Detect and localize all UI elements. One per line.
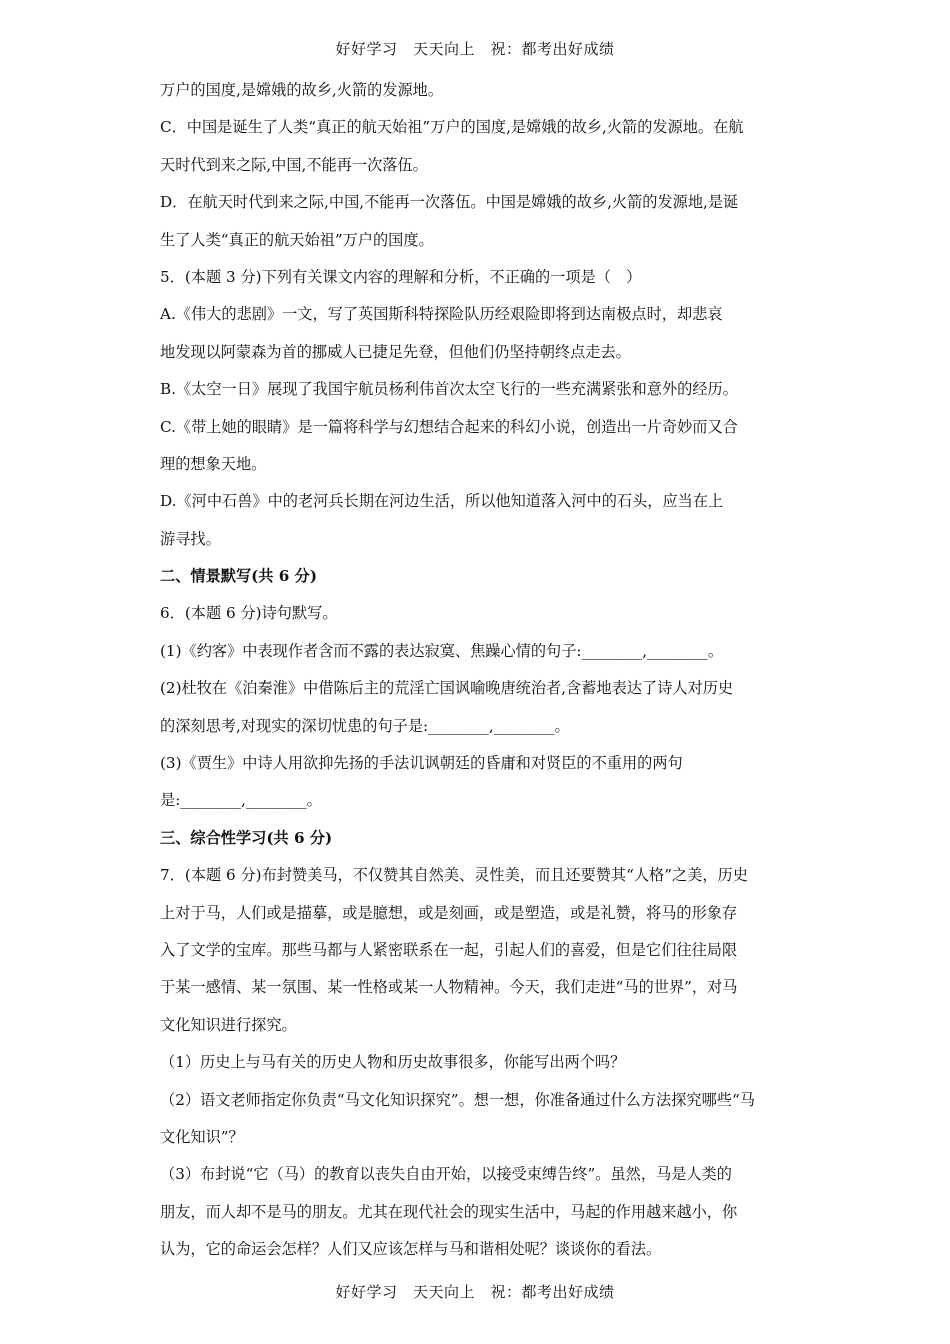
question-6-part-3: (3)《贾生》中诗人用欲抑先扬的手法讥讽朝廷的昏庸和对贤臣的不重用的两句: [160, 754, 683, 773]
page-header: 好好学习 天天向上 祝：都考出好成绩: [335, 40, 615, 58]
text-line: 地发现以阿蒙森为首的挪威人已捷足先登，但他们仍坚持朝终点走去。: [160, 342, 631, 361]
text-line: 游寻找。: [160, 529, 221, 548]
question-7-sub-3: （3）布封说“它（马）的教育以丧失自由开始，以接受束缚告终”。虽然，马是人类的: [160, 1165, 732, 1184]
text-line: 朋友，而人却不是马的朋友。尤其在现代社会的现实生活中，马起的作用越来越小，你: [160, 1202, 738, 1221]
text-line: 入了文学的宝库。那些马都与人紧密联系在一起，引起人们的喜爱，但是它们往往局限: [160, 940, 738, 959]
question-5-option-b: B.《太空一日》展现了我国宇航员杨利伟首次太空飞行的一些充满紧张和意外的经历。: [160, 380, 738, 399]
question-7-sub-1: （1）历史上与马有关的历史人物和历史故事很多，你能写出两个吗？: [160, 1053, 626, 1072]
question-5-option-d: D.《河中石兽》中的老河兵长期在河边生活，所以他知道落入河中的石头，应当在上: [160, 492, 724, 511]
section-heading-2: 二、情景默写(共 6 分): [160, 567, 318, 586]
text-line: 万户的国度,是嫦娥的故乡,火箭的发源地。: [160, 81, 444, 99]
section-heading-3: 三、综合性学习(共 6 分): [160, 828, 333, 847]
question-6-stem: 6．(本题 6 分)诗句默写。: [160, 604, 338, 623]
question-5-option-c: C.《带上她的眼睛》是一篇将科学与幻想结合起来的科幻小说，创造出一片奇妙而又合: [160, 417, 738, 436]
text-line: 天时代到来之际,中国,不能再一次落伍。: [160, 155, 428, 174]
question-6-part-1: (1)《约客》中表现作者含而不露的表达寂寞、焦躁心情的句子:________,________。: [160, 641, 724, 660]
page-footer: 好好学习 天天向上 祝：都考出好成绩: [335, 1283, 615, 1301]
text-line: 上对于马，人们或是描摹，或是臆想，或是刻画，或是塑造，或是礼赞，将马的形象存: [160, 903, 738, 922]
text-line: 文化知识进行探究。: [160, 1015, 297, 1034]
text-line: 理的想象天地。: [160, 454, 267, 473]
question-5-stem: 5．(本题 3 分)下列有关课文内容的理解和分析，不正确的一项是（ ）: [160, 267, 642, 286]
question-6-part-2: (2)杜牧在《泊秦淮》中借陈后主的荒淫亡国讽喻晚唐统治者,含蓄地表达了诗人对历史: [160, 679, 734, 698]
text-line: 于某一感情、某一氛围、某一性格或某一人物精神。今天，我们走进“马的世界”，对马: [160, 978, 738, 997]
page-content: [160, 76, 792, 1273]
text-line: 文化知识”？: [160, 1127, 244, 1146]
text-line: 生了人类“真正的航天始祖”万户的国度。: [160, 230, 434, 249]
option-d-line: D．在航天时代到来之际,中国,不能再一次落伍。中国是嫦娥的故乡,火箭的发源地,是诞: [160, 193, 739, 212]
text-line: 是:________,________。: [160, 791, 322, 810]
question-7-stem: 7．(本题 6 分)布封赞美马，不仅赞其自然美、灵性美，而且还要赞其“人格”之美，历史: [160, 866, 748, 885]
text-line: 认为，它的命运会怎样？人们又应该怎样与马和谐相处呢？谈谈你的看法。: [160, 1240, 662, 1259]
option-c-line: C．中国是诞生了人类“真正的航天始祖”万户的国度,是嫦娥的故乡,火箭的发源地。在航: [160, 118, 744, 137]
question-7-sub-2: （2）语文老师指定你负责“马文化知识探究”。想一想，你准备通过什么方法探究哪些“马: [160, 1090, 755, 1109]
text-line: 的深刻思考,对现实的深切忧患的句子是:________,________。: [160, 716, 570, 735]
question-5-option-a: A.《伟大的悲剧》一文，写了英国斯科特探险队历经艰险即将到达南极点时，却悲哀: [160, 305, 723, 324]
